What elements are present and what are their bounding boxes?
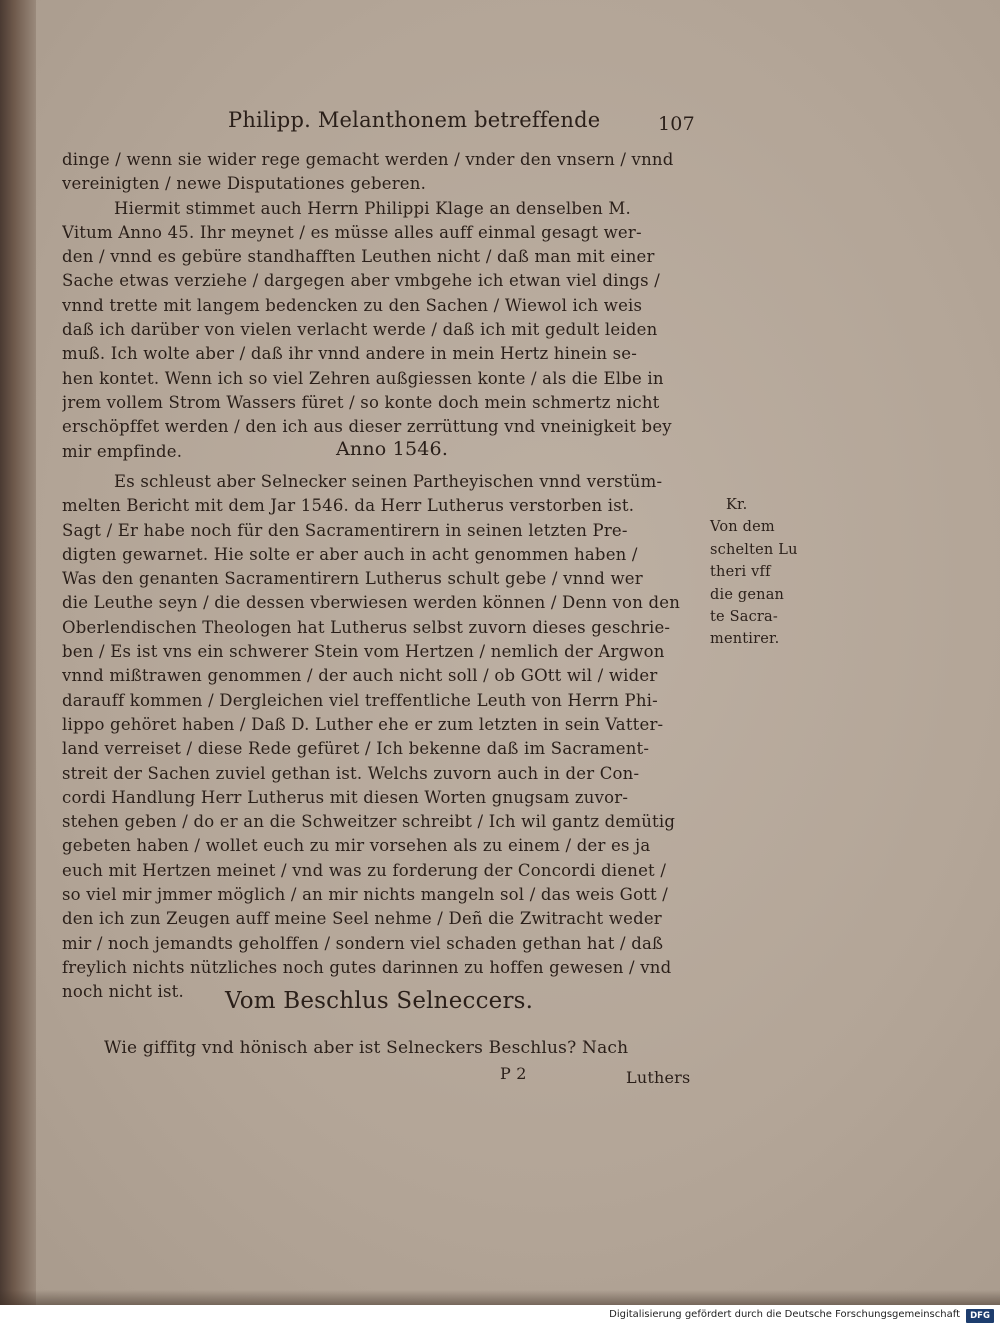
- running-header: Philipp. Melanthonem betreffende: [228, 108, 601, 132]
- text-line: Oberlendischen Theologen hat Lutherus selbst zuvorn dieses geschrie-: [62, 617, 671, 637]
- text-line: land verreiset / diese Rede gefüret / Ich bekenne daß im Sacrament-: [62, 739, 650, 759]
- text-line: so viel mir jmmer möglich / an mir nichts mangeln sol / das weis Gott /: [62, 885, 669, 905]
- text-line: Vitum Anno 45. Ihr meynet / es müsse alles auff einmal gesagt wer-: [62, 222, 642, 242]
- text-line: vereinigten / newe Disputationes geberen.: [62, 174, 427, 194]
- text-line: darauff kommen / Dergleichen viel treffentliche Leuth von Herrn Phi-: [62, 690, 658, 710]
- text-line: vnnd trette mit langem bedencken zu den Sachen / Wiewol ich weis: [62, 295, 643, 315]
- margin-line: te Sacra-: [710, 608, 778, 625]
- margin-line: schelten Lu: [710, 541, 798, 558]
- text-line: freylich nichts nützliches noch gutes darinnen zu hoffen gewesen / vnd: [62, 957, 672, 977]
- text-line: Was den genanten Sacramentirern Lutherus schult gebe / vnnd wer: [62, 569, 643, 589]
- text-line: ben / Es ist vns ein schwerer Stein vom Hertzen / nemlich der Argwon: [62, 642, 665, 662]
- text-line: stehen geben / do er an die Schweitzer schreibt / Ich wil gantz demütig: [62, 812, 676, 832]
- text-line: die Leuthe seyn / die dessen vberwiesen werden können / Denn von den: [62, 593, 681, 613]
- text-line: gebeten haben / wollet euch zu mir vorsehen als zu einem / der es ja: [62, 836, 651, 856]
- marginal-note: [710, 494, 800, 651]
- signature-mark: P 2: [500, 1064, 527, 1083]
- year-heading: Anno 1546.: [336, 438, 449, 460]
- text-line: jrem vollem Strom Wassers füret / so konte doch mein schmertz nicht: [62, 392, 660, 412]
- text-line: euch mit Hertzen meinet / vnd was zu forderung der Concordi dienet /: [62, 860, 667, 880]
- text-line: Hiermit stimmet auch Herrn Philippi Klage an denselben M.: [114, 198, 631, 218]
- text-line: erschöpffet werden / den ich aus dieser zerrüttung vnd vneinigkeit bey: [62, 417, 672, 437]
- section-heading: Vom Beschlus Selneccers.: [225, 988, 534, 1014]
- dfg-logo-icon: DFG: [966, 1309, 994, 1323]
- text-line: Sagt / Er habe noch für den Sacramentirern in seinen letzten Pre-: [62, 520, 628, 540]
- text-line: daß ich darüber von vielen verlacht werde / daß ich mit gedult leiden: [62, 320, 658, 340]
- page-number: 107: [658, 113, 695, 135]
- page-bottom-shadow: [0, 1290, 1000, 1305]
- text-line: den ich zun Zeugen auff meine Seel nehme / Deñ die Zwitracht weder: [62, 909, 662, 929]
- text-line: melten Bericht mit dem Jar 1546. da Herr Lutherus verstorben ist.: [62, 496, 635, 516]
- text-line: Es schleust aber Selnecker seinen Partheyischen vnnd verstüm-: [114, 472, 663, 491]
- text-line: vnnd mißtrawen genommen / der auch nicht soll / ob GOtt wil / wider: [62, 666, 658, 686]
- text-line: streit der Sachen zuviel gethan ist. Welchs zuvorn auch in der Con-: [62, 763, 640, 783]
- catchword: Luthers: [626, 1068, 691, 1087]
- text-line: Sache etwas verziehe / dargegen aber vmbgehe ich etwan viel dings /: [62, 271, 661, 291]
- margin-line: Kr.: [726, 497, 748, 513]
- footer-credit: Digitalisierung gefördert durch die Deutsche Forschungsgemeinschaft: [609, 1309, 960, 1320]
- margin-line: Von dem: [710, 519, 775, 536]
- text-line: digten gewarnet. Hie solte er aber auch in acht genommen haben /: [62, 544, 638, 564]
- text-line: noch nicht ist.: [62, 982, 184, 1002]
- footer-bar: [0, 1305, 1000, 1327]
- text-block-top: [62, 148, 712, 464]
- text-line-final: Wie giffitg vnd hönisch aber ist Selneckers Beschlus? Nach: [104, 1038, 629, 1058]
- text-line: mir empfinde.: [62, 441, 183, 461]
- text-line: den / vnnd es gebüre standhafften Leuthen nicht / daß man mit einer: [62, 247, 655, 267]
- text-line: cordi Handlung Herr Lutherus mit diesen Worten gnugsam zuvor-: [62, 787, 629, 807]
- text-line: hen kontet. Wenn ich so viel Zehren außgiessen konte / als die Elbe in: [62, 368, 664, 388]
- text-line: mir / noch jemandts geholffen / sondern viel schaden gethan hat / daß: [62, 933, 664, 953]
- margin-line: mentirer.: [710, 631, 780, 648]
- text-line: lippo gehöret haben / Daß D. Luther ehe er zum letzten in sein Vatter-: [62, 714, 664, 734]
- text-line: muß. Ich wolte aber / daß ihr vnnd andere in mein Hertz hinein se-: [62, 344, 638, 364]
- binding-edge: [0, 0, 36, 1305]
- text-block-main: [62, 470, 712, 1005]
- margin-line: die genan: [710, 586, 785, 603]
- margin-line: theri vff: [710, 564, 771, 581]
- text-line: dinge / wenn sie wider rege gemacht werden / vnder den vnsern / vnnd: [62, 150, 674, 169]
